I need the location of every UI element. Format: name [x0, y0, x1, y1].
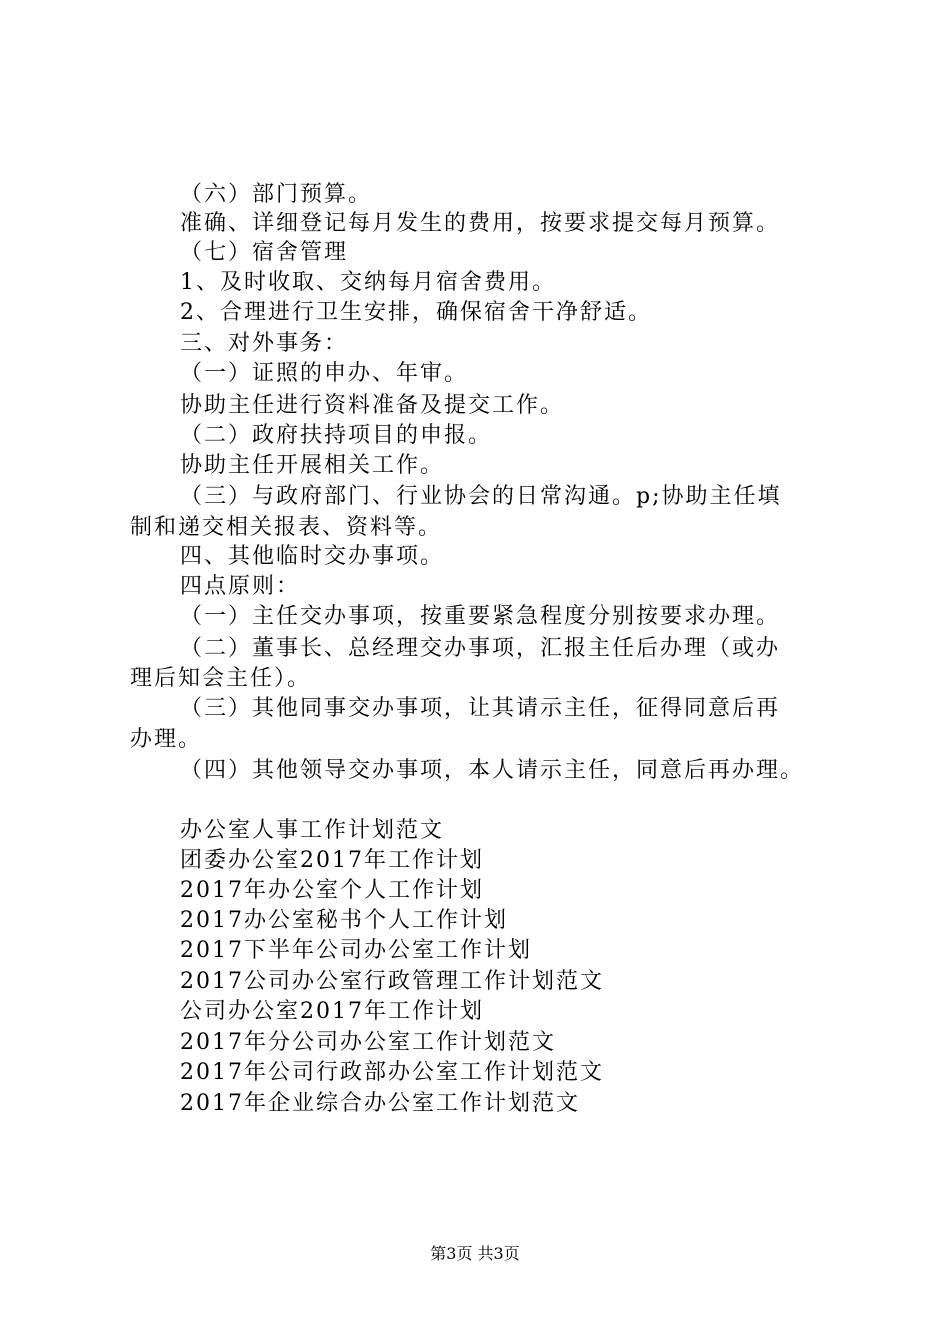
- text-line: 准确、详细登记每月发生的费用，按要求提交每月预算。: [180, 211, 781, 236]
- related-link[interactable]: 2017年分公司办公室工作计划范文: [180, 1030, 556, 1055]
- text-line: （一）主任交办事项，按重要紧急程度分别按要求办理。: [180, 604, 781, 629]
- related-link[interactable]: 公司办公室2017年工作计划: [180, 999, 484, 1024]
- related-link[interactable]: 2017年公司行政部办公室工作计划范文: [180, 1060, 604, 1085]
- related-link[interactable]: 办公室人事工作计划范文: [180, 818, 445, 843]
- text-line: 理后知会主任）。: [130, 666, 312, 691]
- related-link[interactable]: 2017年办公室个人工作计划: [180, 878, 484, 903]
- related-link[interactable]: 团委办公室2017年工作计划: [180, 848, 484, 873]
- text-line: （六）部门预算。: [180, 182, 373, 207]
- text-line: 三、对外事务：: [180, 331, 349, 356]
- text-line: 2、合理进行卫生安排，确保宿舍干净舒适。: [180, 300, 652, 325]
- related-link[interactable]: 2017年企业综合办公室工作计划范文: [180, 1091, 580, 1116]
- related-link[interactable]: 2017公司办公室行政管理工作计划范文: [180, 969, 604, 994]
- text-line: （四）其他领导交办事项，本人请示主任，同意后再办理。: [180, 758, 805, 783]
- text-line: 办理。: [130, 727, 203, 752]
- text-line: 四点原则：: [180, 574, 301, 599]
- related-link[interactable]: 2017办公室秘书个人工作计划: [180, 908, 508, 933]
- text-line: （三）其他同事交办事项，让其请示主任，征得同意后再: [180, 696, 781, 721]
- text-line: （二）政府扶持项目的申报。: [180, 423, 493, 448]
- text-line: （二）董事长、总经理交办事项，汇报主任后办理（或办: [180, 636, 781, 661]
- text-line: 四、其他临时交办事项。: [180, 544, 445, 569]
- page-footer: 第3页 共3页: [430, 1244, 520, 1263]
- text-line: 1、及时收取、交纳每月宿舍费用。: [180, 270, 556, 295]
- text-line: （一）证照的申办、年审。: [180, 361, 469, 386]
- text-line: （七）宿舍管理: [180, 240, 349, 265]
- text-line: 制和递交相关报表、资料等。: [130, 515, 443, 540]
- related-link[interactable]: 2017下半年公司办公室工作计划: [180, 938, 532, 963]
- text-line: 协助主任开展相关工作。: [180, 453, 445, 478]
- text-line: 协助主任进行资料准备及提交工作。: [180, 393, 565, 418]
- text-line: （三）与政府部门、行业协会的日常沟通。p;协助主任填: [180, 484, 782, 509]
